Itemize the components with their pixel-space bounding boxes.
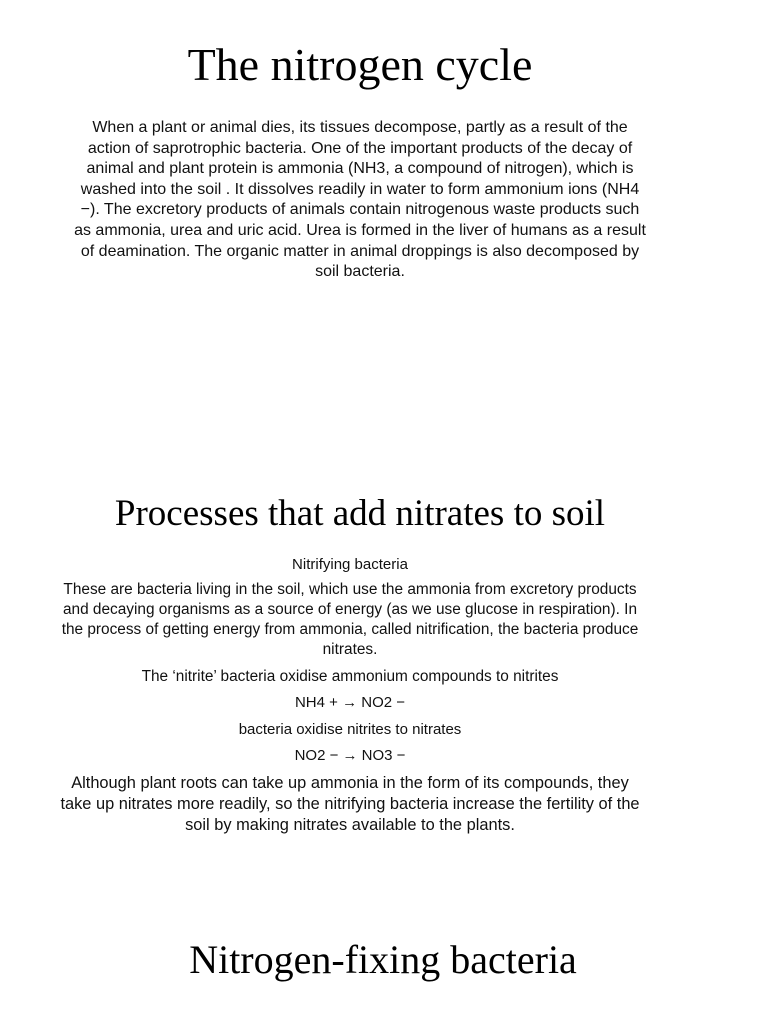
nitrifying-bacteria-subheading: Nitrifying bacteria xyxy=(292,556,408,573)
nitrite-step-text: The ‘nitrite’ bacteria oxidise ammonium compounds to nitrites xyxy=(141,668,559,685)
page-title: The nitrogen cycle xyxy=(187,39,533,90)
nitrate-step-text: bacteria oxidise nitrites to nitrates xyxy=(238,721,462,738)
intro-paragraph: When a plant or animal dies, its tissues decompose, partly as a result of the action of saprotrophic bacteria. One of the important products of the decay of animal and plant protein is ammonia (NH3, a compound of nitrogen), which is washed into the soil . It dissolves readily in water to form ammonium ions (NH4 −). The excretory products of animals contain nitrogenous waste products such as ammonia, urea and uric acid. Urea is formed in the liver of humans as a result of deamination. The organic matter in animal droppings is also decomposed by soil bacteria. xyxy=(74,119,646,281)
section-heading-processes: Processes that add nitrates to soil xyxy=(114,493,606,534)
equation-ammonium-to-nitrite: NH4 + → NO2 − xyxy=(294,694,406,711)
nitrifying-bacteria-description: These are bacteria living in the soil, which use the ammonia from excretory products and decaying organisms as a source of energy (as we use glucose in respiration). In the process of getting energy from ammonia, called nitrification, the bacteria produce nitrates. xyxy=(61,581,639,658)
equation-nitrite-to-nitrate: NO2 − → NO3 − xyxy=(294,747,406,764)
section-heading-nitrogen-fixing: Nitrogen-fixing bacteria xyxy=(189,937,577,982)
plant-roots-paragraph: Although plant roots can take up ammonia in the form of its compounds, they take up nitrates more readily, so the nitrifying bacteria increase the fertility of the soil by making nitrates available to the plants. xyxy=(60,774,640,834)
